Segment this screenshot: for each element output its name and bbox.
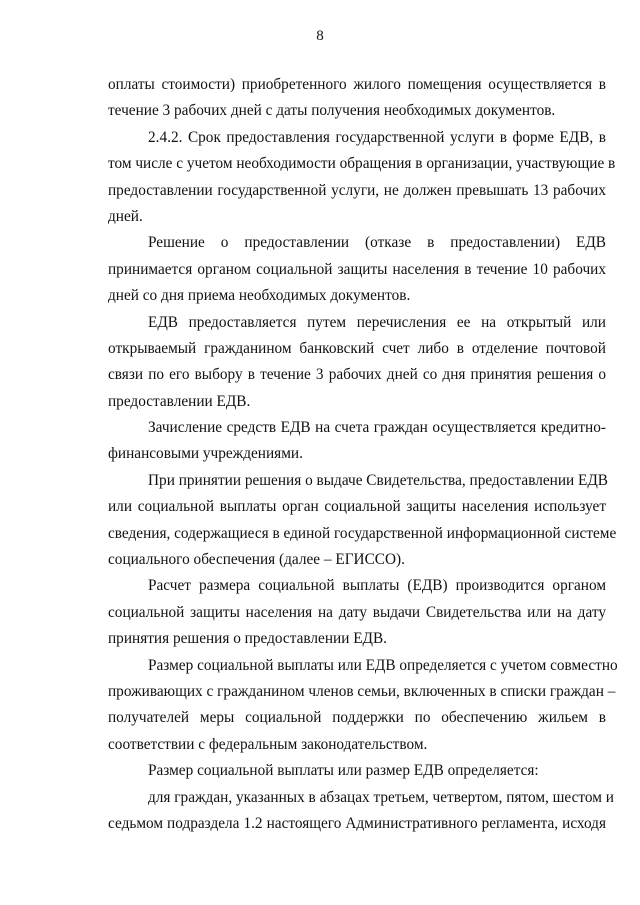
text-line: дней со дня приема необходимых документов. [108,287,411,305]
text-line: соответствии с федеральным законодательством. [108,735,428,753]
page-number: 8 [316,28,324,44]
text-line: социального обеспечения (далее – ЕГИССО). [108,551,405,569]
text-line: принимается органом социальной защиты населения в течение 10 рабочих [108,260,606,278]
text-line: седьмом подраздела 1.2 настоящего Административного регламента, исходя [108,814,606,832]
text-line: Размер социальной выплаты или размер ЕДВ определяется: [148,762,539,780]
text-line: Решение о предоставлении (отказе в предоставлении) ЕДВ [148,234,606,252]
text-line: течение 3 рабочих дней с даты получения необходимых документов. [108,102,556,120]
text-line: сведения, содержащиеся в единой государственной информационной системе [108,524,617,542]
text-line: Размер социальной выплаты или ЕДВ определяется с учетом совместно [148,656,618,674]
text-line: Зачисление средств ЕДВ на счета граждан осуществляется кредитно- [148,419,606,437]
text-line: оплаты стоимости) приобретенного жилого помещения осуществляется в [108,76,606,93]
text-line: ЕДВ предоставляется путем перечисления ее на открытый или [148,313,606,331]
text-line: 2.4.2. Срок предоставления государственной услуги в форме ЕДВ, в [148,128,606,146]
text-line: социальной защиты населения на дату выдачи Свидетельства или на дату [108,603,606,621]
document-body [108,72,618,837]
text-line: предоставлении ЕДВ. [108,392,251,410]
text-line: проживающих с гражданином членов семьи, включенных в списки граждан – [108,682,616,700]
text-line: для граждан, указанных в абзацах третьем, четвертом, пятом, шестом и [148,788,614,806]
text-line: связи по его выбору в течение 3 рабочих дней со дня принятия решения о [108,366,606,384]
text-line: принятия решения о предоставлении ЕДВ. [108,630,388,648]
text-line: том числе с учетом необходимости обращения в организации, участвующие в [108,155,616,173]
text-line: дней. [108,207,143,225]
text-line: открываемый гражданином банковский счет либо в отделение почтовой [108,339,606,357]
text-line: получателей меры социальной поддержки по обеспечению жильем в [108,709,606,727]
text-line: При принятии решения о выдаче Свидетельства, предоставлении ЕДВ [148,471,609,489]
text-line: финансовыми учреждениями. [108,445,303,463]
text-line: предоставлении государственной услуги, не должен превышать 13 рабочих [108,181,606,199]
text-line: или социальной выплаты орган социальной защиты населения использует [108,498,606,516]
text-line: Расчет размера социальной выплаты (ЕДВ) производится органом [148,577,606,595]
